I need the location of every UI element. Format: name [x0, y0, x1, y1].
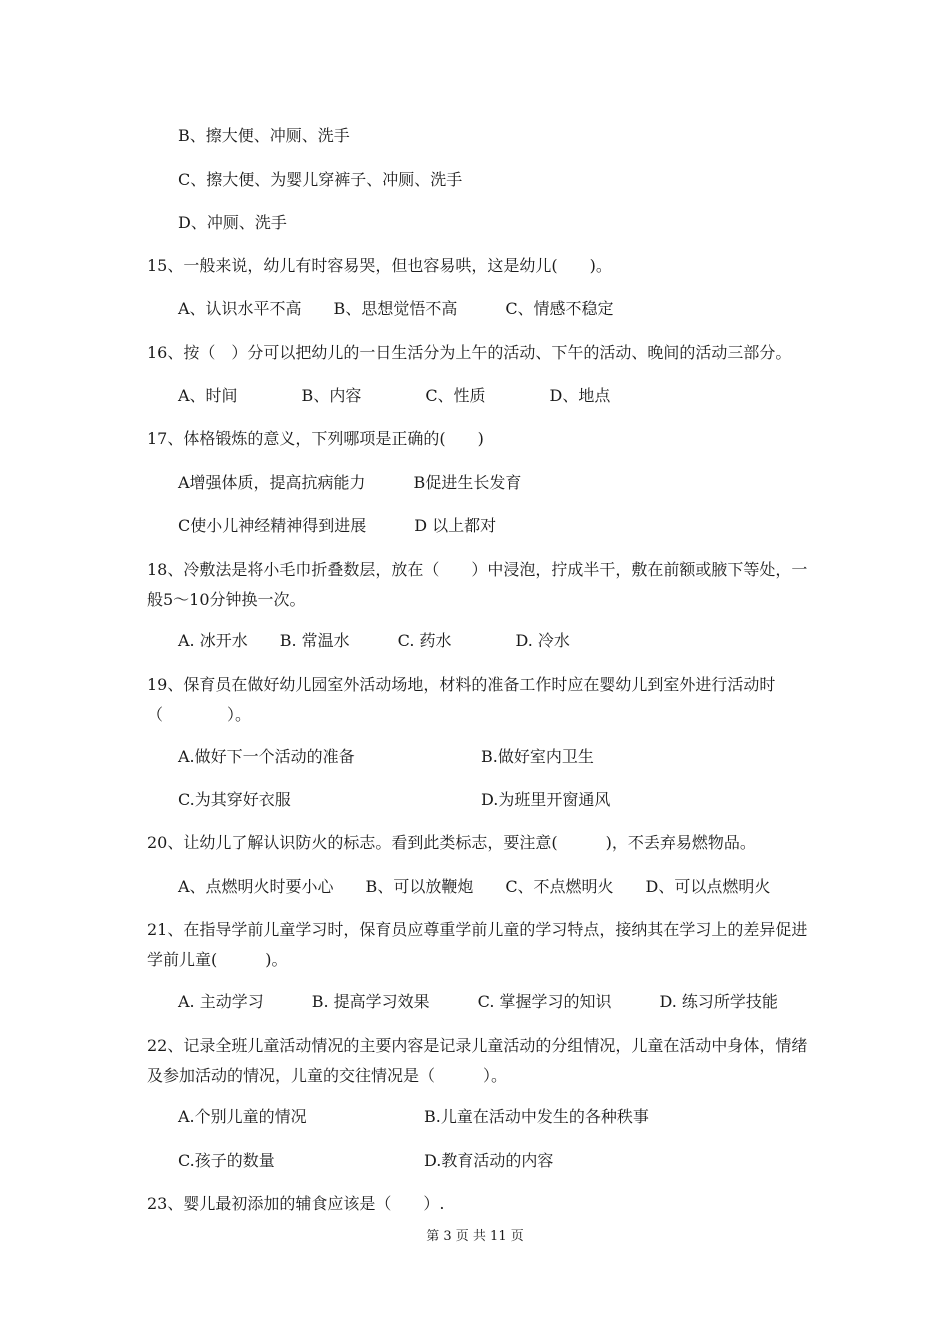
page-footer: 第 3 页 共 11 页: [426, 1229, 524, 1244]
question-21-options: A. 主动学习 B. 提高学习效果 C. 掌握学习的知识 D. 练习所学技能: [178, 992, 778, 1011]
question-19-option-a: A.做好下一个活动的准备: [178, 747, 355, 766]
question-22-option-b: B.儿童在活动中发生的各种秩事: [424, 1107, 649, 1126]
question-19: 19、保育员在做好幼儿园室外活动场地，材料的准备工作时应在婴幼儿到室外进行活动时（ ）。: [147, 675, 776, 724]
question-16-options: A、时间 B、内容 C、性质 D、地点: [178, 386, 611, 405]
question-19-option-b: B.做好室内卫生: [481, 747, 594, 766]
q14-option-b: B、擦大便、冲厕、洗手: [178, 126, 350, 145]
question-21: 21、在指导学前儿童学习时，保育员应尊重学前儿童的学习特点，接纳其在学习上的差异促进学前儿童( )。: [147, 920, 808, 969]
q14-option-d: D、冲厕、洗手: [178, 213, 287, 232]
question-18: 18、冷敷法是将小毛巾折叠数层，放在（ ）中浸泡，拧成半干，敷在前额或腋下等处，一般5～10分钟换一次。: [147, 560, 808, 609]
question-18-options: A. 冰开水 B. 常温水 C. 药水 D. 冷水: [178, 631, 570, 650]
question-23: 23、婴儿最初添加的辅食应该是（ ）.: [147, 1194, 445, 1213]
question-19-option-c: C.为其穿好衣服: [178, 790, 291, 809]
question-15: 15、一般来说，幼儿有时容易哭，但也容易哄，这是幼儿( )。: [147, 256, 612, 275]
question-20-options: A、点燃明火时要小心 B、可以放鞭炮 C、不点燃明火 D、可以点燃明火: [178, 877, 771, 896]
question-19-option-d: D.为班里开窗通风: [481, 790, 611, 809]
question-17-options-cd: C使小儿神经精神得到进展 D 以上都对: [178, 516, 497, 535]
question-20: 20、让幼儿了解认识防火的标志。看到此类标志，要注意( )，不丢弃易燃物品。: [147, 833, 756, 852]
question-15-options: A、认识水平不高 B、思想觉悟不高 C、情感不稳定: [178, 299, 614, 318]
question-22-option-d: D.教育活动的内容: [424, 1151, 554, 1170]
question-22: 22、记录全班儿童活动情况的主要内容是记录儿童活动的分组情况，儿童在活动中身体，情绪及参加活动的情况，儿童的交往情况是（ ）。: [147, 1036, 808, 1085]
question-22-option-a: A.个别儿童的情况: [178, 1107, 307, 1126]
q14-option-c: C、擦大便、为婴儿穿裤子、冲厕、洗手: [178, 170, 463, 189]
question-17-options-ab: A增强体质，提高抗病能力 B促进生长发育: [178, 473, 522, 492]
question-17: 17、体格锻炼的意义，下列哪项是正确的( ): [147, 429, 484, 448]
question-16: 16、按（ ）分可以把幼儿的一日生活分为上午的活动、下午的活动、晚间的活动三部分。: [147, 343, 792, 362]
question-22-option-c: C.孩子的数量: [178, 1151, 275, 1170]
